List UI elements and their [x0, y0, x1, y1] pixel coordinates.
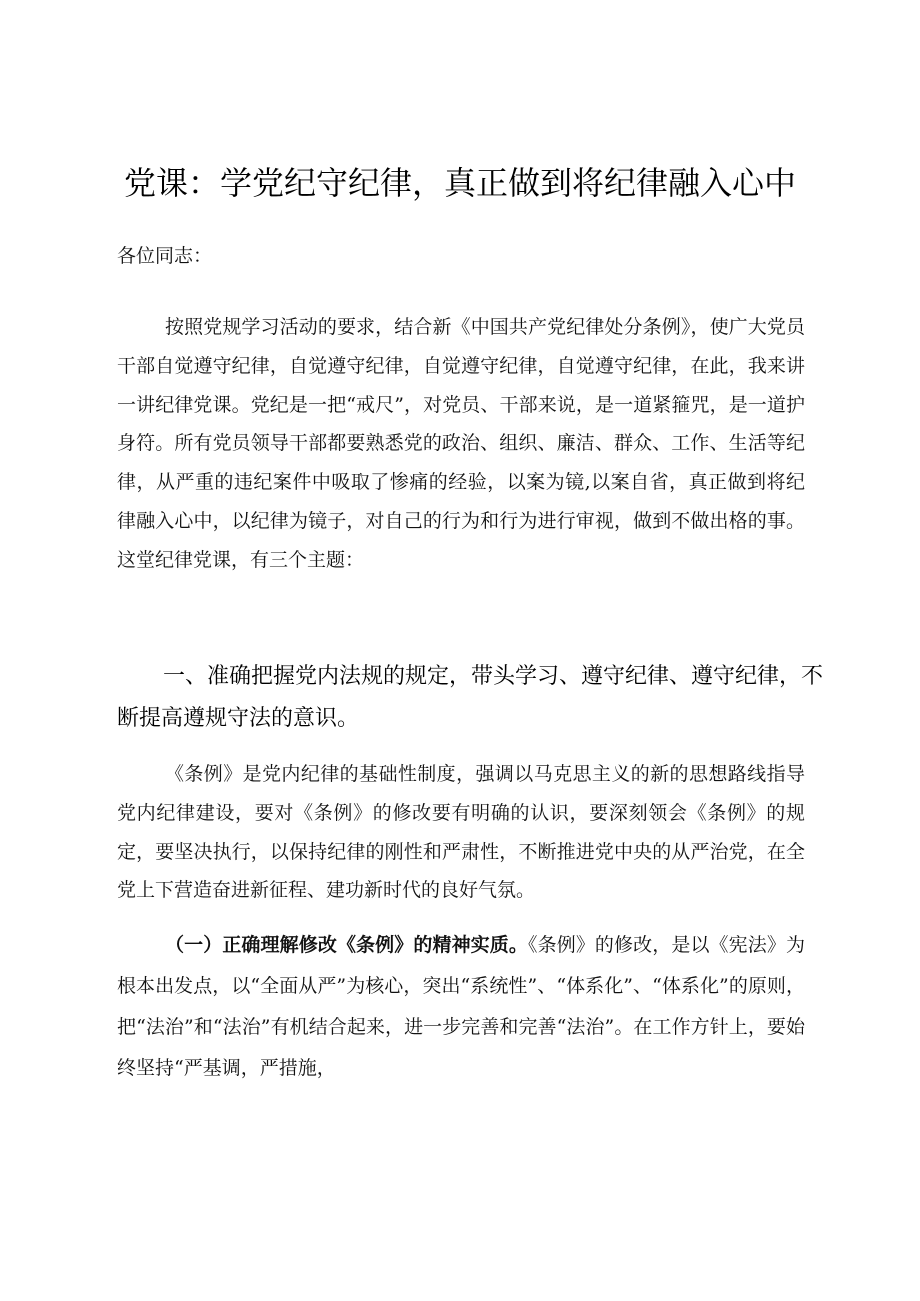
salutation: 各位同志：	[117, 245, 213, 267]
subsection-1-body: 《条例》的修改，是以《宪法》为根本出发点，以“全面从严”为核心，突出“系统性”、“体系化”、“体系化”的原则，把“法治”和“法治”有机结合起来，进一步完善和完善“法治”。在工作方针上，要始终坚持“严基调，严措施，	[117, 934, 805, 1079]
section-1-heading: 一、准确把握党内法规的规定，带头学习、遵守纪律、遵守纪律，不断提高遵规守法的意识。	[117, 664, 824, 731]
intro-paragraph: 按照党规学习活动的要求，结合新《中国共产党纪律处分条例》，使广大党员干部自觉遵守纪律，自觉遵守纪律，自觉遵守纪律，自觉遵守纪律，在此，我来讲一讲纪律党课。党纪是一把“戒尺”，对党员、干部来说，是一道紧箍咒，是一道护身符。所有党员领导干部都要熟悉党的政治、组织、廉洁、群众、工作、生活等纪律，从严重的违纪案件中吸取了惨痛的经验，以案为镜,以案自省，真正做到将纪律融入心中，以纪律为镜子，对自己的行为和行为进行审视，做到不做出格的事。这堂纪律党课，有三个主题：	[117, 316, 805, 571]
document-title: 党课：学党纪守纪律，真正做到将纪律融入心中	[123, 164, 796, 202]
subsection-1-paragraph	[117, 925, 805, 1089]
subsection-1-lead: （一）正确理解修改《条例》的精神实质。	[165, 934, 528, 956]
section-1-paragraph: 《条例》是党内纪律的基础性制度，强调以马克思主义的新的思想路线指导党内纪律建设，要对《条例》的修改要有明确的认识，要深刻领会《条例》的规定，要坚决执行，以保持纪律的刚性和严肃性，不断推进党中央的从严治党，在全党上下营造奋进新征程、建功新时代的良好气氛。	[117, 763, 805, 902]
